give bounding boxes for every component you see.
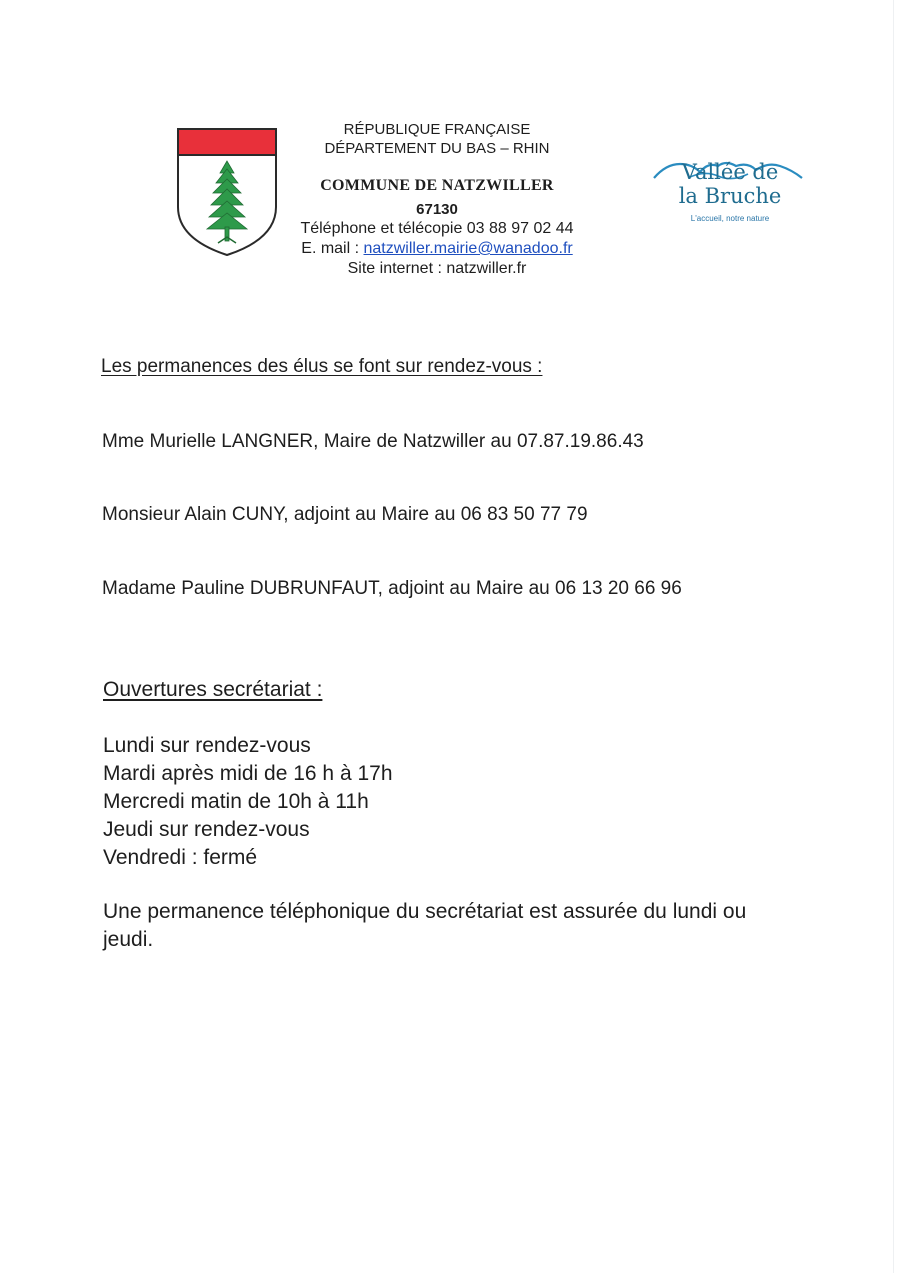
coat-of-arms-icon <box>176 127 278 257</box>
departement-label: DÉPARTEMENT DU BAS – RHIN <box>324 140 550 157</box>
hours-item: Lundi sur rendez-vous <box>103 734 311 757</box>
opening-hours-list <box>103 732 393 872</box>
vallee-logo-line1: Vallée de <box>681 160 779 184</box>
republique-label: RÉPUBLIQUE FRANÇAISE <box>343 121 531 138</box>
commune-header <box>290 120 584 279</box>
website-line: Site internet : natzwiller.fr <box>347 260 527 277</box>
vallee-logo-text <box>652 160 808 208</box>
hours-item: Mardi après midi de 16 h à 17h <box>103 762 393 785</box>
secretariat-heading: Ouvertures secrétariat : <box>103 678 323 701</box>
elu-item: Monsieur Alain CUNY, adjoint au Maire au 06 83 50 77 79 <box>102 504 588 525</box>
page-edge <box>893 0 894 1273</box>
hours-item: Vendredi : fermé <box>103 846 258 869</box>
vallee-logo-slogan: L'accueil, notre nature <box>690 214 770 223</box>
elu-item: Mme Murielle LANGNER, Maire de Natzwiller au 07.87.19.86.43 <box>102 431 644 452</box>
email-link[interactable]: natzwiller.mairie@wanadoo.fr <box>363 240 573 257</box>
hours-item: Jeudi sur rendez-vous <box>103 818 310 841</box>
email-label: E. mail : <box>301 240 364 257</box>
elu-item: Madame Pauline DUBRUNFAUT, adjoint au Maire au 06 13 20 66 96 <box>102 578 682 599</box>
postcode: 67130 <box>416 201 458 218</box>
vallee-logo-line2: la Bruche <box>678 184 782 208</box>
telephone-line: Téléphone et télécopie 03 88 97 02 44 <box>300 220 574 237</box>
commune-name: COMMUNE DE NATZWILLER <box>320 177 554 194</box>
phone-permanence-note: Une permanence téléphonique du secrétariat est assurée du lundi ou jeudi. <box>103 900 747 951</box>
hours-item: Mercredi matin de 10h à 11h <box>103 790 369 813</box>
email-line <box>290 239 584 259</box>
elus-heading: Les permanences des élus se font sur rendez-vous : <box>101 356 543 377</box>
